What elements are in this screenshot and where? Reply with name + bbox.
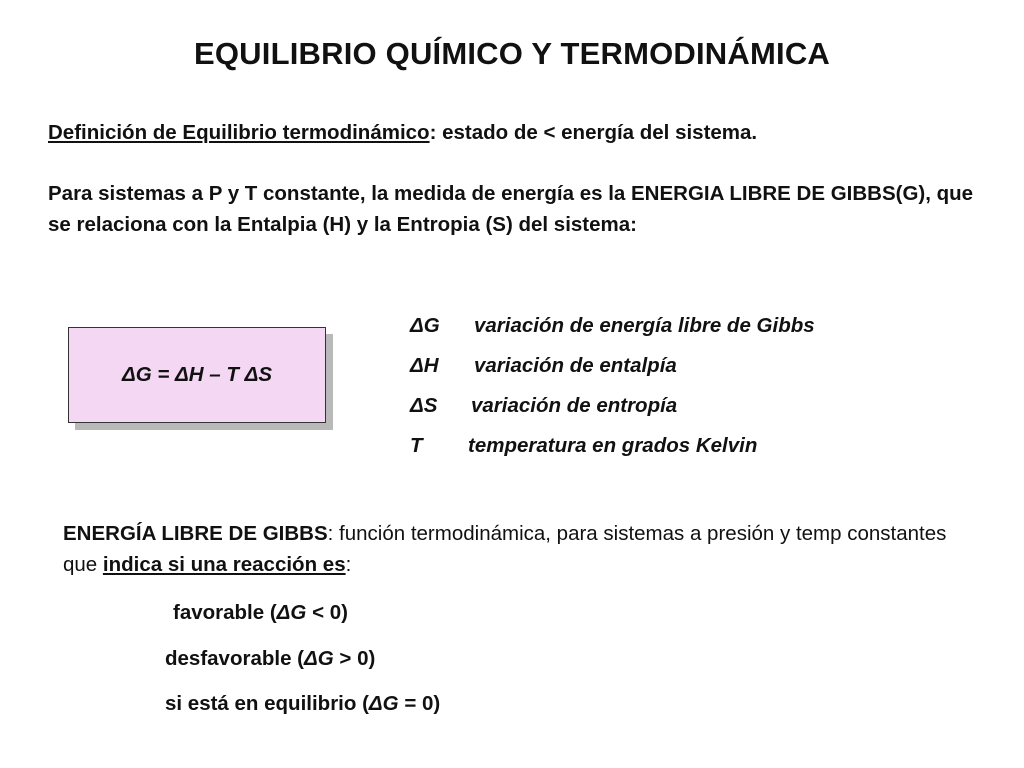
definitions-list xyxy=(410,311,1010,471)
intro-paragraph: Para sistemas a P y T constante, la medida de energía es la ENERGIA LIBRE DE GIBBS(G), que se relaciona con la Entalpia (H) y la Entropia (S) del sistema: xyxy=(48,182,974,236)
definition-paragraph xyxy=(48,118,988,148)
equation-box xyxy=(68,327,326,423)
equation-text: ΔG = ΔH – T ΔS xyxy=(121,363,273,386)
definition-description: variación de entalpía xyxy=(474,354,677,377)
page-title: EQUILIBRIO QUÍMICO Y TERMODINÁMICA xyxy=(193,36,830,71)
gibbs-emphasis: indica si una reacción es xyxy=(102,553,346,576)
condition-relation: < 0) xyxy=(306,601,348,624)
definition-term: Definición de Equilibrio termodinámico xyxy=(48,121,430,144)
condition-label: favorable ( xyxy=(173,601,277,624)
definition-description: variación de entropía xyxy=(471,394,678,417)
condition-favorable xyxy=(173,598,348,628)
definition-item-t xyxy=(410,431,1010,471)
condition-relation: = 0) xyxy=(398,692,441,715)
gibbs-text-end: : xyxy=(345,553,352,576)
condition-label: si está en equilibrio ( xyxy=(165,692,369,715)
condition-desfavorable xyxy=(165,644,375,674)
condition-symbol: ΔG xyxy=(276,601,307,624)
condition-label: desfavorable ( xyxy=(165,647,304,670)
condition-symbol: ΔG xyxy=(304,647,334,670)
definition-item-ds xyxy=(410,391,1010,431)
definition-symbol: ΔH xyxy=(410,354,439,377)
gibbs-term: ENERGÍA LIBRE DE GIBBS xyxy=(63,522,328,545)
gibbs-text: : función termodinámica, para sistemas a presión y temp constantes que xyxy=(63,522,947,576)
definition-symbol: ΔS xyxy=(410,394,438,417)
definition-description: temperatura en grados Kelvin xyxy=(468,434,758,457)
definition-symbol: T xyxy=(410,434,423,457)
condition-relation: > 0) xyxy=(333,647,376,670)
definition-item-dg xyxy=(410,311,1010,351)
condition-symbol: ΔG xyxy=(368,692,399,715)
definition-item-dh xyxy=(410,351,1010,391)
definition-text: : estado de < energía del sistema. xyxy=(429,121,758,144)
definition-description: variación de energía libre de Gibbs xyxy=(474,314,815,337)
gibbs-paragraph xyxy=(63,518,983,580)
condition-equilibrio xyxy=(165,689,440,719)
definition-symbol: ΔG xyxy=(410,314,440,337)
